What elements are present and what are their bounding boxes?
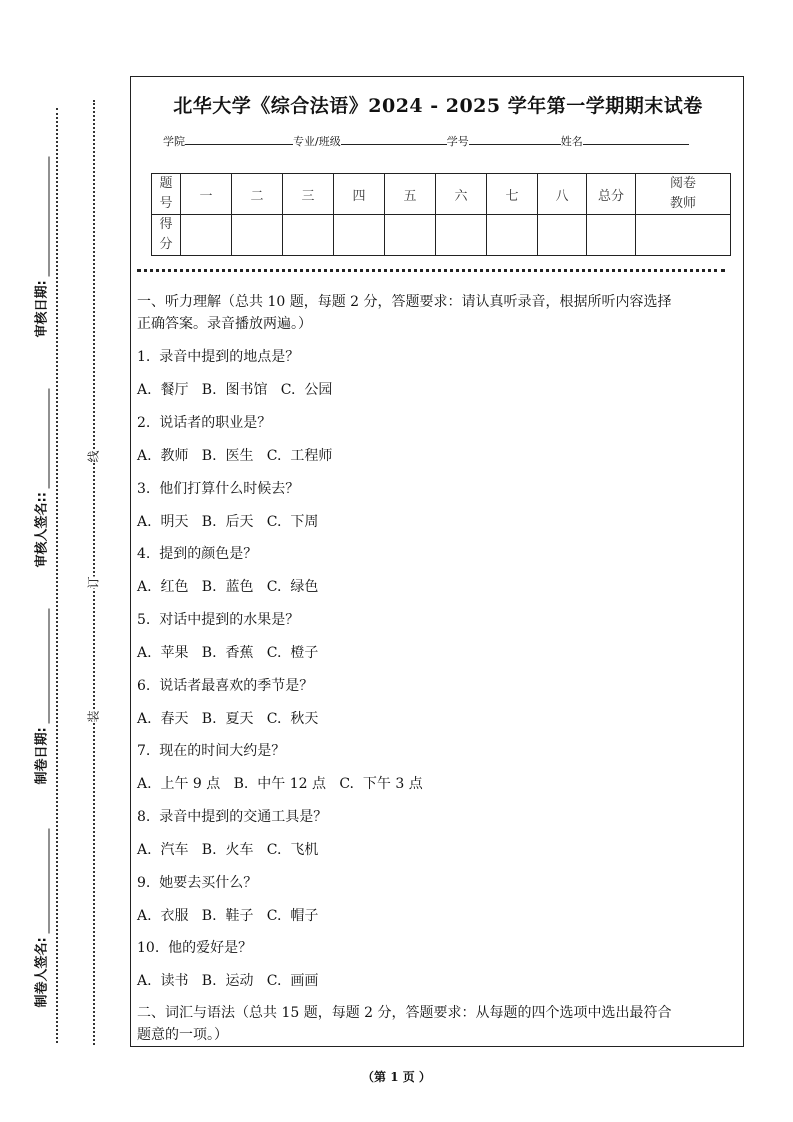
score-row-label: 得 分 <box>152 215 181 256</box>
binding-mark-line: 线 <box>83 450 104 462</box>
header-cell-total: 总分 <box>587 174 636 215</box>
score-cell-4[interactable] <box>334 215 385 256</box>
options-6: A. 春天 B. 夏天 C. 秋天 <box>137 711 319 727</box>
options-3: A. 明天 B. 后天 C. 下周 <box>137 514 319 530</box>
make-sign-field <box>31 848 50 1008</box>
binding-mark-zhuang: 装 <box>83 710 104 722</box>
options-8: A. 汽车 B. 火车 C. 飞机 <box>137 842 319 858</box>
binding-dotted-line-outer <box>56 108 58 1043</box>
review-sign-field <box>31 408 50 568</box>
score-cell-8[interactable] <box>538 215 587 256</box>
section-2-heading-line1: 二、词汇与语法（总共 15 题，每题 2 分，答题要求：从每题的四个选项中选出最符合 <box>137 1005 672 1021</box>
header-cell-3: 三 <box>283 174 334 215</box>
make-date-field <box>31 625 50 785</box>
question-4: 4. 提到的颜色是？ <box>137 546 258 562</box>
binding-dotted-line-inner <box>93 100 95 1045</box>
header-cell-4: 四 <box>334 174 385 215</box>
binding-mark-ding: 订 <box>83 576 104 588</box>
binding-margin <box>0 0 120 1122</box>
review-sign-label: 审核人签名:: <box>34 492 50 568</box>
header-cell-7: 七 <box>487 174 538 215</box>
college-label: 学院 <box>163 135 185 148</box>
review-date-line <box>37 156 50 276</box>
score-cell-6[interactable] <box>436 215 487 256</box>
score-cell-total[interactable] <box>587 215 636 256</box>
section-1-heading-line2: 正确答案。录音播放两遍。） <box>137 316 312 332</box>
header-cell-question-no: 题 号 <box>152 174 181 215</box>
options-7: A. 上午 9 点 B. 中午 12 点 C. 下午 3 点 <box>137 776 423 792</box>
score-table-score-row <box>152 215 731 256</box>
score-table-header-row <box>152 174 731 215</box>
question-6: 6. 说话者最喜欢的季节是？ <box>137 678 314 694</box>
student-info-row <box>163 133 689 149</box>
score-cell-grader[interactable] <box>636 215 731 256</box>
score-cell-3[interactable] <box>283 215 334 256</box>
name-field[interactable] <box>583 134 689 145</box>
review-sign-line <box>37 388 50 488</box>
header-cell-1: 一 <box>181 174 232 215</box>
header-cell-6: 六 <box>436 174 487 215</box>
question-5: 5. 对话中提到的水果是？ <box>137 612 300 628</box>
options-10: A. 读书 B. 运动 C. 画画 <box>137 973 319 989</box>
exam-frame <box>130 76 744 1047</box>
student-id-label: 学号 <box>446 135 469 148</box>
question-8: 8. 录音中提到的交通工具是？ <box>137 809 328 825</box>
exam-title: 北华大学《综合法语》2024 - 2025 学年第一学期期末试卷 <box>173 95 703 117</box>
page-number: （第 1 页 ） <box>362 1070 431 1084</box>
header-cell-8: 八 <box>538 174 587 215</box>
section-2-heading <box>137 1002 739 1046</box>
score-cell-2[interactable] <box>232 215 283 256</box>
options-5: A. 苹果 B. 香蕉 C. 橙子 <box>137 645 319 661</box>
options-9: A. 衣服 B. 鞋子 C. 帽子 <box>137 908 319 924</box>
review-date-label: 审核日期: <box>34 280 50 338</box>
options-1: A. 餐厅 B. 图书馆 C. 公园 <box>137 382 333 398</box>
major-label: 专业/班级 <box>293 135 341 148</box>
make-date-line <box>37 608 50 723</box>
make-sign-line <box>37 828 50 933</box>
score-cell-7[interactable] <box>487 215 538 256</box>
section-1-heading-line1: 一、听力理解（总共 10 题，每题 2 分，答题要求：请认真听录音，根据所听内容选择 <box>137 294 672 310</box>
options-4: A. 红色 B. 蓝色 C. 绿色 <box>137 579 319 595</box>
question-1: 1. 录音中提到的地点是？ <box>137 349 300 365</box>
question-3: 3. 他们打算什么时候去？ <box>137 481 300 497</box>
section-2-heading-line2: 题意的一项。） <box>137 1027 228 1043</box>
question-2: 2. 说话者的职业是？ <box>137 415 272 431</box>
header-cell-5: 五 <box>385 174 436 215</box>
major-field[interactable] <box>341 134 447 145</box>
student-id-field[interactable] <box>469 134 561 145</box>
score-table <box>151 173 731 256</box>
question-7: 7. 现在的时间大约是？ <box>137 743 286 759</box>
header-separator <box>137 269 725 272</box>
make-date-label: 制卷日期: <box>34 727 50 785</box>
name-label: 姓名 <box>560 135 583 148</box>
question-10: 10. 他的爱好是？ <box>137 940 253 956</box>
score-cell-1[interactable] <box>181 215 232 256</box>
header-cell-grader: 阅卷 教师 <box>636 174 731 215</box>
review-date-field <box>31 178 50 338</box>
score-cell-5[interactable] <box>385 215 436 256</box>
question-9: 9. 她要去买什么？ <box>137 875 258 891</box>
options-2: A. 教师 B. 医生 C. 工程师 <box>137 448 333 464</box>
college-field[interactable] <box>185 134 293 145</box>
make-sign-label: 制卷人签名: <box>34 937 50 1008</box>
header-cell-2: 二 <box>232 174 283 215</box>
section-1-heading <box>137 291 739 335</box>
